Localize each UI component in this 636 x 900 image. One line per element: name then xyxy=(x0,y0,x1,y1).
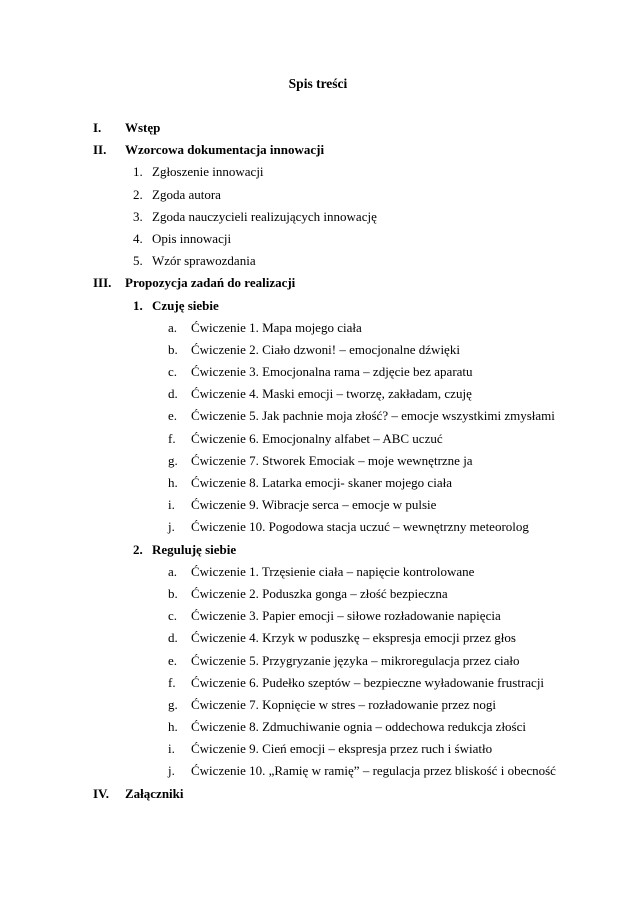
toc-line-text: Wzór sprawozdania xyxy=(152,253,256,269)
toc-line xyxy=(0,405,636,427)
toc-line xyxy=(0,583,636,605)
toc-line-text: Ćwiczenie 1. Trzęsienie ciała – napięcie kontrolowane xyxy=(191,563,475,579)
toc-line-text: Propozycja zadań do realizacji xyxy=(125,275,296,291)
toc-line-marker: 5. xyxy=(133,253,143,269)
toc-line-marker: b. xyxy=(168,341,178,357)
toc-line xyxy=(0,206,636,228)
toc-line-text: Ćwiczenie 3. Papier emocji – siłowe rozładowanie napięcia xyxy=(191,608,501,624)
toc-line-text: Reguluję siebie xyxy=(152,541,237,557)
toc-line-text: Ćwiczenie 6. Emocjonalny alfabet – ABC uczuć xyxy=(191,430,443,446)
toc-line-text: Opis innowacji xyxy=(152,230,232,246)
toc-line xyxy=(0,339,636,361)
toc-line xyxy=(0,295,636,317)
toc-line-marker: h. xyxy=(168,475,178,490)
toc-line-marker: c. xyxy=(168,364,178,380)
toc-line-text: Ćwiczenie 8. Latarka emocji- skaner mojego ciała xyxy=(191,475,452,490)
toc-line-marker: 2. xyxy=(133,541,143,557)
toc-line xyxy=(0,472,636,494)
toc-line-text: Załączniki xyxy=(125,785,184,801)
toc-line-marker: b. xyxy=(168,585,178,601)
toc-line-text: Zgłoszenie innowacji xyxy=(152,164,264,180)
toc-line-marker: j. xyxy=(168,763,175,779)
toc-line-marker: e. xyxy=(168,652,178,668)
toc-line-text: Ćwiczenie 5. Jak pachnie moja złość? – emocje wszystkimi zmysłami xyxy=(191,408,555,424)
toc-line-marker: f. xyxy=(168,674,176,690)
toc-line-marker: a. xyxy=(168,563,178,579)
toc-line xyxy=(0,738,636,760)
toc-line-text: Ćwiczenie 7. Stworek Emociak – moje wewnętrzne ja xyxy=(191,452,473,468)
toc-line xyxy=(0,250,636,272)
toc-line-marker: i. xyxy=(168,741,175,757)
toc-line xyxy=(0,161,636,183)
toc-line-text: Ćwiczenie 2. Ciało dzwoni! – emocjonalne dźwięki xyxy=(191,341,460,357)
toc-line-marker: g. xyxy=(168,452,178,468)
toc-line-text: Ćwiczenie 10. Pogodowa stacja uczuć – wewnętrzny meteorolog xyxy=(191,519,529,535)
toc-line-marker: II. xyxy=(93,142,107,158)
toc-line xyxy=(0,117,636,139)
toc-line-marker: 1. xyxy=(133,297,143,313)
toc-line xyxy=(0,383,636,405)
toc-line xyxy=(0,694,636,716)
toc-line-marker: e. xyxy=(168,408,178,424)
toc-line xyxy=(0,516,636,538)
toc-line-marker: c. xyxy=(168,608,178,624)
toc-line xyxy=(0,605,636,627)
toc-line xyxy=(0,672,636,694)
toc-line-text: Ćwiczenie 4. Maski emocji – tworzę, zakładam, czuję xyxy=(191,386,472,402)
toc-line-marker: 3. xyxy=(133,208,143,224)
toc-line-marker: g. xyxy=(168,696,178,712)
toc-line-marker: f. xyxy=(168,430,176,446)
toc-line-text: Czuję siebie xyxy=(152,297,219,313)
toc-line-text: Zgoda autora xyxy=(152,186,221,202)
toc-line-marker: IV. xyxy=(93,785,110,801)
toc-line-text: Ćwiczenie 4. Krzyk w poduszkę – ekspresja emocji przez głos xyxy=(191,630,516,646)
toc-line-text: Ćwiczenie 5. Przygryzanie języka – mikroregulacja przez ciało xyxy=(191,652,520,668)
toc-line-marker: i. xyxy=(168,497,175,513)
toc-line-text: Ćwiczenie 7. Kopnięcie w stres – rozładowanie przez nogi xyxy=(191,696,497,712)
toc-line xyxy=(0,428,636,450)
toc-line-text: Ćwiczenie 9. Wibracje serca – emocje w pulsie xyxy=(191,497,437,513)
toc-line xyxy=(0,760,636,782)
toc-line-marker: III. xyxy=(93,275,112,291)
toc-line-text: Ćwiczenie 8. Zdmuchiwanie ognia – oddechowa redukcja złości xyxy=(191,719,526,735)
toc-line-marker: h. xyxy=(168,719,178,735)
toc-line xyxy=(0,184,636,206)
toc-line xyxy=(0,539,636,561)
toc-line-text: Ćwiczenie 1. Mapa mojego ciała xyxy=(191,319,362,335)
toc-line-marker: 2. xyxy=(133,186,143,202)
toc-line xyxy=(0,228,636,250)
toc-line-text: Ćwiczenie 10. „Ramię w ramię” – regulacja przez bliskość i obecność xyxy=(191,763,556,779)
toc-line xyxy=(0,783,636,805)
toc-line xyxy=(0,716,636,738)
toc-line-marker: a. xyxy=(168,319,178,335)
toc-line xyxy=(0,627,636,649)
toc-line-marker: 1. xyxy=(133,164,143,180)
toc-line xyxy=(0,272,636,294)
toc-line xyxy=(0,650,636,672)
toc-line-text: Ćwiczenie 2. Poduszka gonga – złość bezpieczna xyxy=(191,585,448,601)
toc-line-text: Ćwiczenie 3. Emocjonalna rama – zdjęcie bez aparatu xyxy=(191,364,473,380)
page-title: Spis treści xyxy=(288,76,348,91)
toc-line-marker: j. xyxy=(168,519,175,535)
toc-line-text: Ćwiczenie 9. Cień emocji – ekspresja przez ruch i światło xyxy=(191,741,493,757)
toc-list xyxy=(0,117,636,805)
toc-line-text: Ćwiczenie 6. Pudełko szeptów – bezpieczne wyładowanie frustracji xyxy=(191,674,545,690)
toc-line-marker: d. xyxy=(168,386,178,402)
toc-line-marker: d. xyxy=(168,630,178,646)
toc-line xyxy=(0,361,636,383)
toc-line-text: Zgoda nauczycieli realizujących innowację xyxy=(152,208,377,224)
toc-line xyxy=(0,494,636,516)
toc-line xyxy=(0,139,636,161)
toc-line-marker: I. xyxy=(93,120,102,135)
toc-line xyxy=(0,561,636,583)
toc-line xyxy=(0,317,636,339)
toc-line-text: Wstęp xyxy=(125,120,161,135)
toc-line xyxy=(0,450,636,472)
toc-line-text: Wzorcowa dokumentacja innowacji xyxy=(125,142,325,158)
toc-line-marker: 4. xyxy=(133,230,143,246)
